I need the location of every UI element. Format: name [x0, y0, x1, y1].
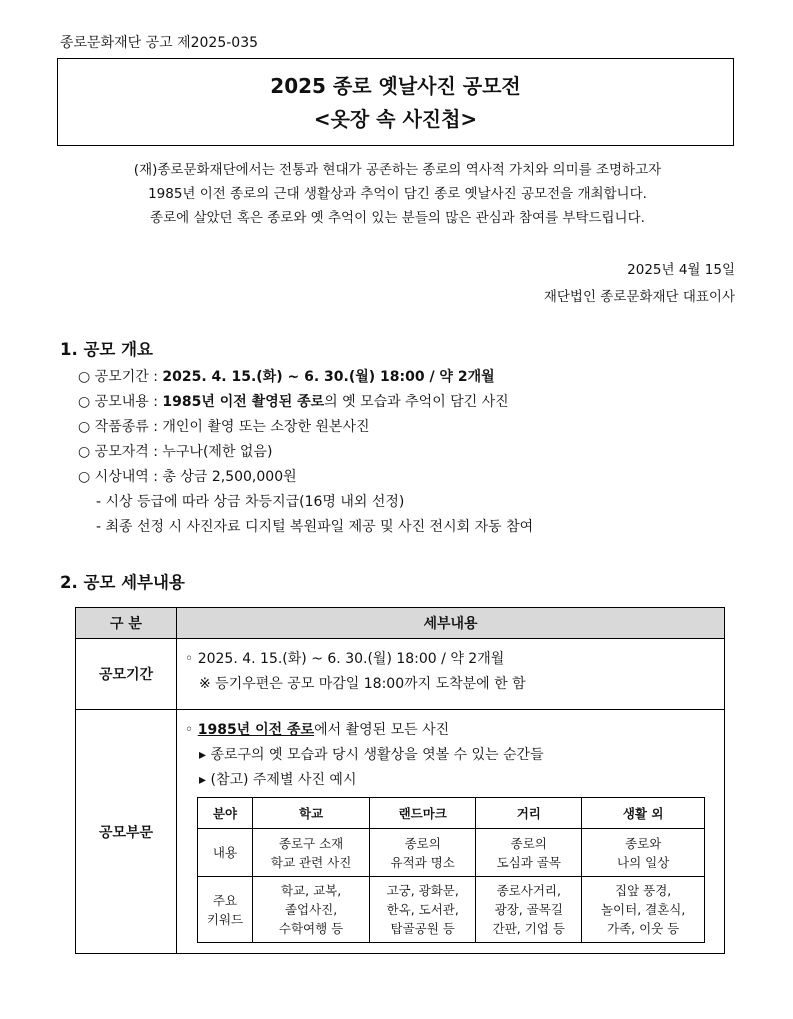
- overview-content: ○ 공모내용 : 1985년 이전 촬영된 종로의 옛 모습과 추억이 담긴 사진: [78, 394, 509, 410]
- example-header: 랜드마크: [370, 798, 476, 829]
- overview-period: ○ 공모기간 : 2025. 4. 15.(화) ~ 6. 30.(월) 18:00 / 약 2개월: [78, 369, 495, 385]
- example-keyword-row: [198, 877, 705, 943]
- example-cell: 학교, 교복, 졸업사진, 수학여행 등: [253, 877, 370, 943]
- example-table: [197, 797, 705, 943]
- intro-paragraph: [60, 158, 735, 230]
- example-header: 학교: [253, 798, 370, 829]
- overview-list: [78, 365, 533, 540]
- col-detail: 세부내용: [177, 608, 725, 639]
- intro-line: 종로에 살았던 혹은 종로와 옛 추억이 있는 분들의 많은 관심과 참여를 부탁드립니다.: [150, 210, 645, 226]
- notice-number: 종로문화재단 공고 제2025-035: [60, 35, 259, 51]
- section2-heading: 2. 공모 세부내용: [60, 573, 185, 592]
- example-cell: 종로와 나의 일상: [582, 829, 705, 877]
- example-content-row: [198, 829, 705, 877]
- overview-prize-sub: - 최종 선정 시 사진자료 디지털 복원파일 제공 및 사진 전시회 자동 참여: [96, 519, 534, 535]
- overview-prize: ○ 시상내역 : 총 상금 2,500,000원: [78, 469, 297, 485]
- table-header-row: [76, 608, 725, 639]
- example-cell: 종로구 소재 학교 관련 사진: [253, 829, 370, 877]
- notice-date: 2025년 4월 15일: [627, 262, 735, 278]
- example-header-row: [198, 798, 705, 829]
- row-label-category: 공모부문: [76, 710, 177, 954]
- example-row-label: 내용: [198, 829, 253, 877]
- signature: 재단법인 종로문화재단 대표이사: [543, 289, 735, 305]
- example-cell: 집앞 풍경, 놀이터, 결혼식, 가족, 이웃 등: [582, 877, 705, 943]
- overview-prize-sub: - 시상 등급에 따라 상금 차등지급(16명 내외 선정): [96, 494, 405, 510]
- detail-table: [75, 607, 725, 954]
- title-line1: 2025 종로 옛날사진 공모전: [270, 74, 521, 98]
- table-row: [76, 710, 725, 954]
- title-box: [57, 58, 734, 146]
- example-cell: 고궁, 광화문, 한옥, 도서관, 탑골공원 등: [370, 877, 476, 943]
- intro-line: 1985년 이전 종로의 근대 생활상과 추억이 담긴 종로 옛날사진 공모전을 개최합니다.: [148, 186, 647, 202]
- example-header: 생활 외: [582, 798, 705, 829]
- overview-type: ○ 작품종류 : 개인이 촬영 또는 소장한 원본사진: [78, 419, 370, 435]
- section1-heading: 1. 공모 개요: [60, 340, 153, 359]
- example-cell: 종로의 유적과 명소: [370, 829, 476, 877]
- example-header: 분야: [198, 798, 253, 829]
- example-header: 거리: [476, 798, 582, 829]
- period-detail: ◦ 2025. 4. 15.(화) ~ 6. 30.(월) 18:00 / 약 2개월 ※ 등기우편은 공모 마감일 18:00까지 도착분에 한 함: [177, 639, 725, 710]
- title-line2: <옷장 속 사진첩>: [313, 107, 478, 131]
- example-cell: 종로의 도심과 골목: [476, 829, 582, 877]
- example-cell: 종로사거리, 광장, 골목길 간판, 기업 등: [476, 877, 582, 943]
- intro-line: (재)종로문화재단에서는 전통과 현대가 공존하는 종로의 역사적 가치와 의미를 조명하고자: [133, 162, 662, 178]
- row-label-period: 공모기간: [76, 639, 177, 710]
- table-row: [76, 639, 725, 710]
- col-category: 구 분: [76, 608, 177, 639]
- overview-eligibility: ○ 공모자격 : 누구나(제한 없음): [78, 444, 273, 460]
- example-row-label: 주요 키워드: [198, 877, 253, 943]
- category-detail: ◦ 1985년 이전 종로에서 촬영된 모든 사진 ▸ 종로구의 옛 모습과 당시 생활상을 엿볼 수 있는 순간들 ▸ (참고) 주제별 사진 예시 분야 학교 랜드마크 거리 생활 외 내용 종로구 소재 학교 관련 사진 종로의 유적과 명소 종로의 도심과 골목 종로와 나의 일상 주요 키워드 학교, 교복, 졸업사진, 수학여행 등 고궁, 광화문, 한옥, 도서관, 탑골공원 등 종로사거리, 광장, 골목길 간판, 기업 등 집앞 풍경, 놀이터, 결혼식, 가족, 이웃 등: [177, 710, 725, 954]
